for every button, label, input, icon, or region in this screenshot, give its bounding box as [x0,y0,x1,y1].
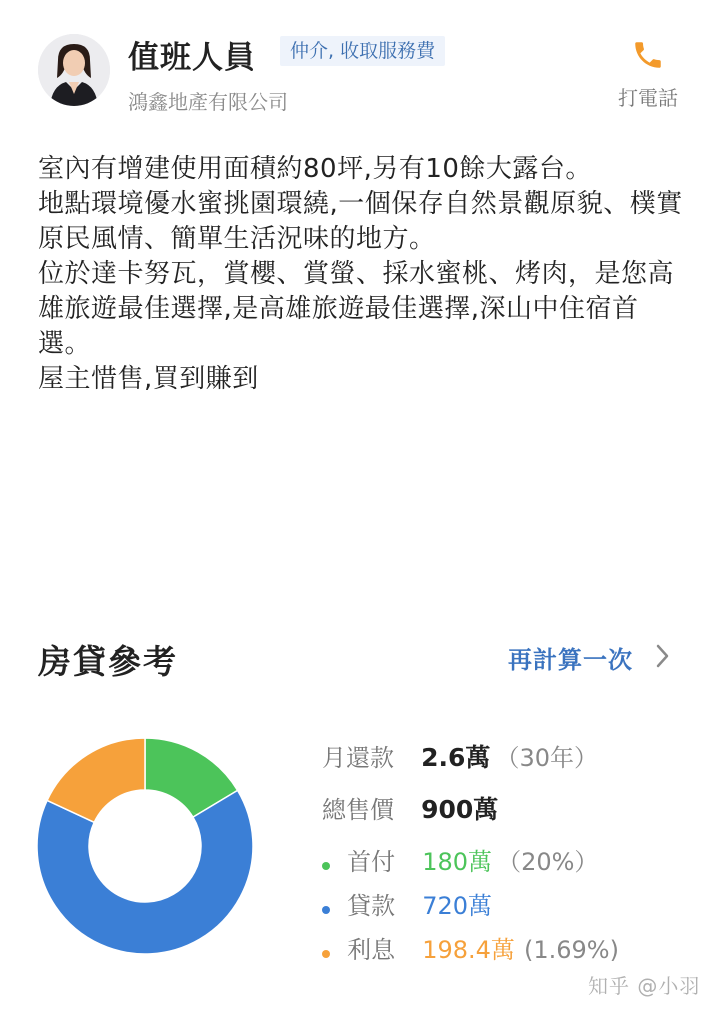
legend-value: 198.4萬 [422,936,515,964]
agent-role-badge: 仲介, 收取服務費 [280,36,445,66]
legend-item-down-payment [322,842,598,877]
loan-donut-chart [36,737,254,955]
legend-dot [322,862,330,870]
watermark: 知乎 @小羽 [588,974,701,998]
phone-icon [631,38,665,72]
total-label: 總售價 [322,796,394,824]
call-button[interactable] [608,38,688,118]
total-price-row [322,790,498,826]
total-value: 900萬 [421,795,499,824]
legend-extra: (1.69%) [524,936,619,964]
agent-name: 值班人員 [128,40,256,76]
description-paragraph: 地點環境優水蜜挑園環繞,一個保存自然景觀原貌、樸實原民風情、簡單生活況味的地方。 [38,189,683,254]
agent-card [0,0,720,130]
agent-company: 鴻鑫地產有限公司 [128,90,288,114]
legend-dot [322,950,330,958]
legend-extra: （20%） [497,848,599,876]
legend-label: 首付 [347,848,396,876]
legend-label: 利息 [347,936,396,964]
monthly-label: 月還款 [322,744,394,772]
donut-slice-2 [37,790,253,954]
legend-value: 720萬 [422,892,492,920]
description-paragraph: 位於達卡努瓦，賞櫻、賞螢、採水蜜桃、烤肉，是您高雄旅遊最佳選擇,是高雄旅遊最佳選擇,深山中住宿首選。 [38,259,675,359]
monthly-term: （30年） [495,744,599,772]
loan-section-title: 房貸參考 [38,642,178,681]
legend-dot [322,906,330,914]
call-label: 打電話 [618,86,678,110]
monthly-value: 2.6萬 [421,743,491,772]
agent-avatar[interactable] [38,34,110,106]
monthly-payment-row [322,738,598,774]
description-paragraph: 屋主惜售,買到賺到 [38,364,259,394]
legend-item-interest [322,930,619,965]
legend-value: 180萬 [422,848,492,876]
avatar-photo [38,34,110,106]
legend-label: 貸款 [347,892,396,920]
listing-description [38,152,688,397]
chevron-right-icon[interactable] [654,643,672,669]
description-paragraph: 室內有增建使用面積約80坪,另有10餘大露台。 [38,154,592,184]
legend-item-loan [322,886,492,921]
recalculate-link[interactable]: 再計算一次 [508,646,633,674]
